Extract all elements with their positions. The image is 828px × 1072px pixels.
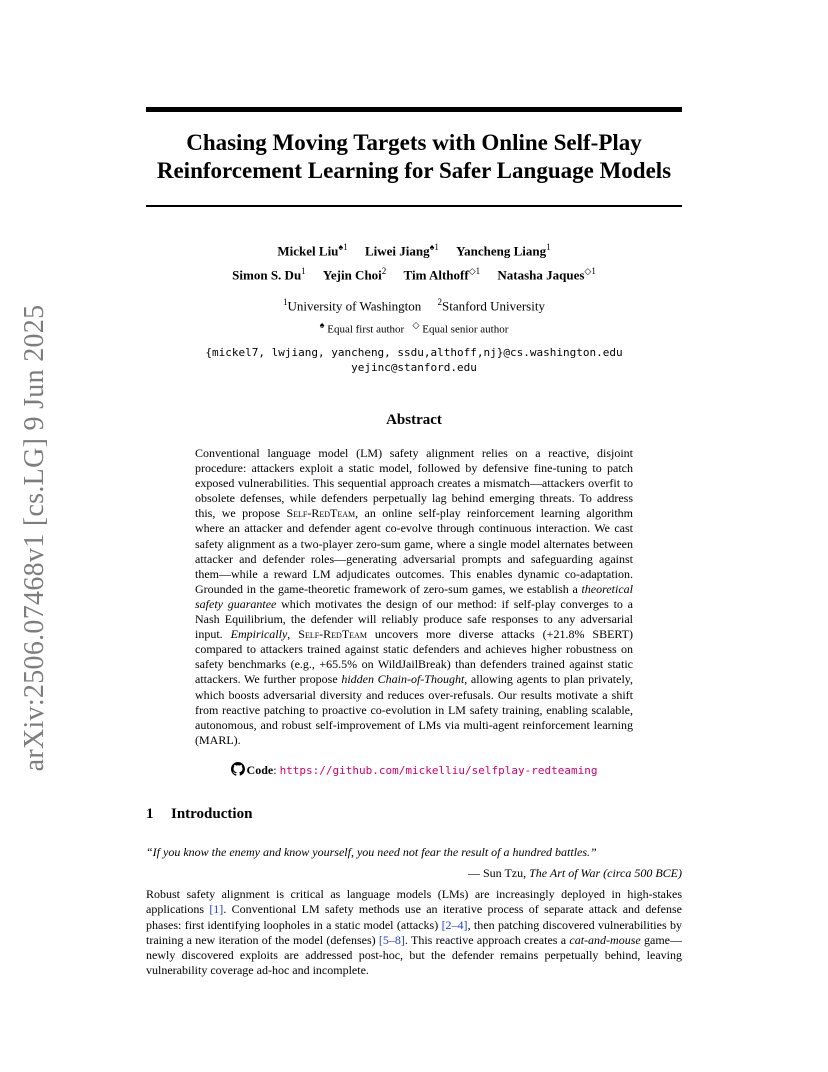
abstract-text: uncovers more diverse attacks (+21.8% SBERT) compared to attackers trained against static defenders and achieves higher robustness on safety benchmarks (e.g., +65.5% on WildJailBreak) than defenders trained against static attackers. We further propose: [195, 627, 634, 687]
abstract-text: , an online self-play reinforcement learning algorithm where an attacker and defender agent co-evolve through continuous interaction. We cast safety alignment as a two-player zero-sum game, where a single model alternates between attacker and defender roles—generating adversarial prompts and safeguarding against them—while a reward LM adjudicates outcomes. This enables dynamic co-adaptation. Grounded in the game-theoretic framework of zero-sum games, we establish a: [195, 506, 633, 596]
author-name: Liwei Jiang: [364, 243, 430, 259]
intro-text: Robust safety alignment is critical as language models (LMs) are increasingly deployed in high-stakes applications: [146, 887, 682, 917]
author: [404, 266, 481, 283]
affiliation-mark: 2: [437, 297, 443, 307]
emphasis-text: hidden Chain-of-Thought: [341, 672, 465, 687]
author-mark: ♠1: [429, 242, 439, 252]
affiliation-uw: University of Washington: [287, 298, 422, 314]
author: [456, 242, 550, 259]
epigraph-attribution: [146, 866, 682, 881]
intro-text: , then patching discovered vulnerabilities by training a new iteration of the model (defenses): [146, 917, 683, 947]
author: [277, 242, 347, 259]
method-name: Self-RedTeam: [298, 627, 367, 642]
attribution-author: — Sun Tzu,: [467, 866, 530, 880]
author-name: Tim Althoff: [403, 267, 469, 283]
intro-text: game—newly discovered exploits are addressed post-hoc, but the defender remains perpetually behind, leaving vulnerability coverage ad-hoc and incomplete.: [146, 932, 682, 978]
author-row-2: [146, 266, 682, 283]
section-title: Introduction: [171, 806, 253, 822]
section-heading: [146, 806, 252, 823]
title-top-rule: [146, 107, 682, 112]
attribution-work: The Art of War (circa 500 BCE): [529, 866, 682, 880]
author: [365, 242, 439, 259]
author-emails: [146, 345, 682, 375]
code-label: Code: [246, 763, 274, 777]
author-row-1: [146, 242, 682, 259]
author: [497, 266, 595, 283]
abstract-text: which motivates the design of our method: if self-play converges to a Nash Equilibrium, the defender will reliably produce safe responses to any adversarial input.: [195, 596, 633, 642]
title-line-1: Chasing Moving Targets with Online Self-Play: [186, 130, 642, 155]
author-name: Simon S. Du: [232, 267, 302, 283]
citation-link[interactable]: [1]: [209, 902, 224, 917]
intro-paragraph: [146, 887, 682, 979]
author-mark: ♠1: [338, 242, 348, 252]
code-colon: :: [273, 763, 280, 777]
affiliation-stanford: Stanford University: [442, 298, 545, 314]
senior-author-note: Equal senior author: [422, 323, 509, 336]
github-icon: [231, 762, 245, 776]
intro-text: . Conventional LM safety methods use an iterative process of separate attack and defense phases: first identifying loopholes in a static model (attacks): [146, 902, 683, 932]
emphasis-text: Empirically: [230, 627, 288, 642]
author-name: Yejin Choi: [322, 267, 382, 283]
section-number: 1: [146, 806, 154, 822]
author-mark: 1: [546, 242, 551, 252]
author-mark: ◇1: [468, 266, 481, 276]
citation-link[interactable]: [5–8]: [378, 932, 405, 947]
affiliations: [146, 297, 682, 314]
title-bottom-rule: [146, 205, 682, 207]
arxiv-id-text: arXiv:2506.07468v1 [cs.LG] 9 Jun 2025: [19, 304, 50, 772]
method-name: Self-RedTeam: [286, 506, 356, 521]
abstract-text: , allowing agents to plan privately, which boosts adversarial diversity and reduces over-refusals. Our results motivate a shift from reactive patching to proactive co-evolution in LM safety training, enabling scalable, autonomous, and robust self-improvement of LMs via multi-agent reinforcement learning (MARL).: [195, 672, 634, 747]
citation-link[interactable]: [2–4]: [441, 917, 468, 932]
code-link-line: [146, 762, 682, 778]
abstract-text: ,: [287, 627, 299, 642]
affiliation-mark: 1: [283, 297, 288, 307]
emphasis-text: theoretical safety guarantee: [195, 581, 633, 611]
email-line-2: yejinc@stanford.edu: [351, 361, 477, 374]
first-author-note: Equal first author: [327, 323, 405, 336]
emphasis-text: cat-and-mouse: [569, 932, 641, 947]
title-line-2: Reinforcement Learning for Safer Language Models: [156, 158, 672, 183]
github-repo-link[interactable]: https://github.com/mickelliu/selfplay-redteaming: [279, 764, 598, 777]
author-mark: 2: [381, 266, 387, 276]
intro-text: . This reactive approach creates a: [404, 932, 570, 947]
author-name: Natasha Jaques: [497, 267, 585, 283]
paper-title: [146, 129, 682, 185]
author: [232, 266, 306, 283]
abstract-heading: Abstract: [386, 412, 442, 428]
author: [323, 266, 386, 283]
author-mark: ◇1: [584, 266, 596, 276]
abstract-text: Conventional language model (LM) safety alignment relies on a reactive, disjoint procedure: attackers exploit a static model, followed by defensive fine-tuning to patch exposed vulnerabilities. This sequential approach creates a mismatch—attackers overfit to obsolete defenses, while defenders perpetually lag behind emerging threats. To address this, we propose: [195, 446, 633, 521]
contribution-note: [146, 320, 682, 336]
author-name: Yancheng Liang: [456, 243, 547, 259]
first-author-mark: ♠: [319, 320, 325, 330]
senior-author-mark: ◇: [412, 320, 420, 330]
epigraph-quote: “If you know the enemy and know yourself, you need not fear the result of a hundred battles.”: [146, 845, 597, 859]
author-mark: 1: [301, 266, 306, 276]
email-line-1: {mickel7, lwjiang, yancheng, ssdu,althoff,nj}@cs.washington.edu: [205, 346, 623, 359]
author-name: Mickel Liu: [277, 243, 339, 259]
abstract-body: [195, 446, 633, 748]
